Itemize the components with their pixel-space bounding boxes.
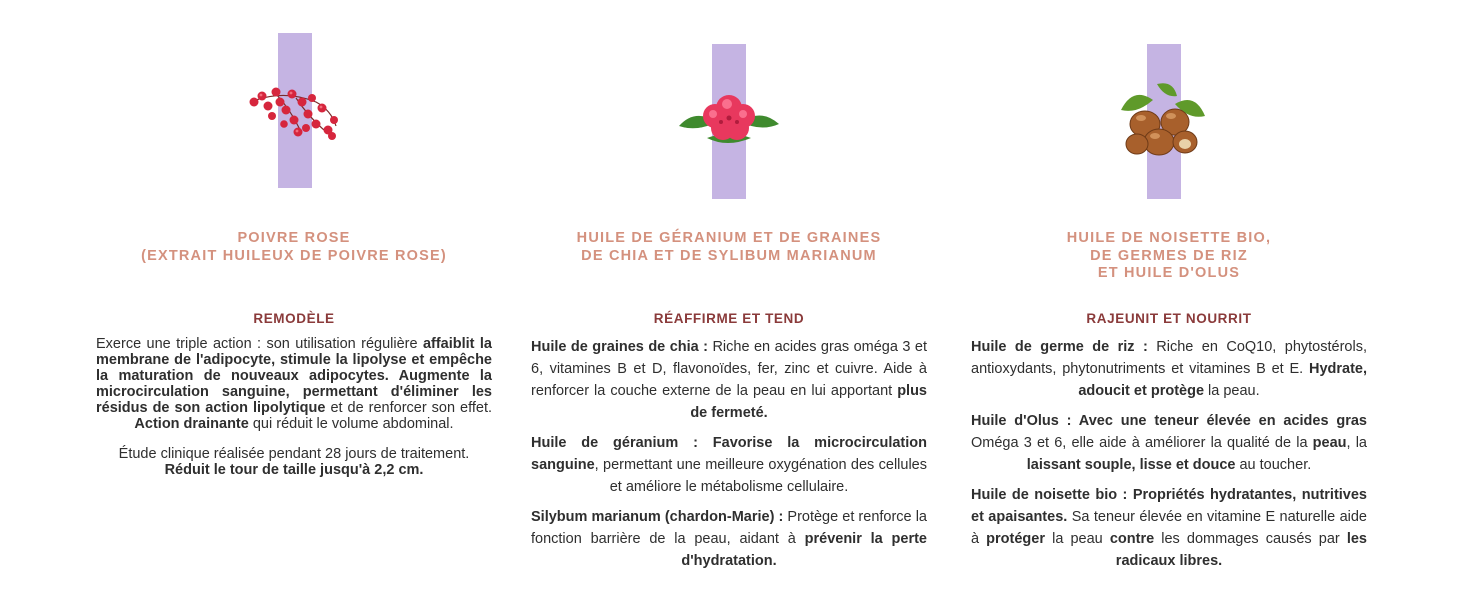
text-bold: contre — [1109, 531, 1155, 547]
ingredient-column-geranium — [531, 0, 927, 600]
ingredient-title — [971, 230, 1367, 283]
description-paragraph — [531, 506, 927, 572]
benefit-subtitle: RAJEUNIT ET NOURRIT — [1086, 311, 1252, 326]
description-paragraph — [531, 336, 927, 424]
text-bold: Huile de graines de chia : — [531, 339, 708, 355]
description — [96, 336, 492, 486]
ingredient-visual — [971, 0, 1367, 200]
description-paragraph — [96, 336, 492, 432]
text-bold: Action drainante — [134, 416, 249, 432]
text-bold: Hydrate, adoucit et protège — [1078, 361, 1367, 399]
text-bold: Huile de géranium : Favorise la microcirculation sanguine — [531, 435, 927, 473]
text-bold: peau — [1312, 435, 1347, 451]
study-note — [96, 446, 492, 478]
description-paragraph — [971, 410, 1367, 476]
description-paragraph — [971, 336, 1367, 402]
description-paragraph — [971, 484, 1367, 572]
text: Exerce une triple action : son utilisation régulière — [96, 336, 423, 352]
ingredient-title — [531, 230, 927, 265]
text-bold: affaiblit la membrane de l'adipocyte, stimule la lipolyse et empêche la maturation de nouveaux adipocytes. Augmente la microcirculation sanguine, permettant d'éliminer les résidus de son action lipolytique — [96, 336, 492, 416]
ingredient-column-pink-pepper — [96, 0, 492, 600]
text-bold: Huile d'Olus : Avec une teneur élevée en acides gras — [971, 413, 1367, 429]
benefit-subtitle: REMODÈLE — [253, 311, 335, 326]
ingredient-title-line: ET HUILE D'OLUS — [1097, 265, 1241, 281]
text-bold: Silybum marianum (chardon-Marie) : — [531, 509, 784, 525]
ingredient-title-line: HUILE DE NOISETTE BIO, — [1066, 230, 1272, 246]
description — [531, 336, 927, 580]
text: , permettant une meilleure oxygénation des cellules et améliore le métabolisme cellulaire. — [594, 457, 927, 495]
text: et de renforcer son effet. — [325, 400, 493, 416]
ingredient-column-hazelnut — [971, 0, 1367, 600]
description-paragraph — [531, 432, 927, 498]
text: Étude clinique réalisée pendant 28 jours de traitement. — [118, 446, 470, 462]
text: au toucher. — [1235, 457, 1312, 473]
ingredient-visual — [531, 0, 927, 200]
geranium-flower-icon — [677, 86, 781, 148]
ingredient-title-line: POIVRE ROSE — [237, 230, 351, 246]
text: Oméga 3 et 6, elle aide à améliorer la qualité de la — [971, 435, 1313, 451]
hazelnut-icon — [1117, 80, 1209, 164]
ingredient-title-line: (EXTRAIT HUILEUX DE POIVRE ROSE) — [141, 247, 447, 264]
text-bold: Huile de noisette bio : Propriétés hydratantes, nutritives et apaisantes. — [971, 487, 1367, 525]
text-bold: les radicaux libres. — [1115, 531, 1367, 569]
text-bold: plus de fermeté. — [690, 383, 927, 421]
text-bold: laissant souple, lisse et douce — [1026, 457, 1236, 473]
text: Sa teneur élevée en vitamine E naturelle aide à — [971, 509, 1367, 547]
ingredient-title-line: DE CHIA ET DE SYLIBUM MARIANUM — [581, 247, 877, 264]
text: la peau — [1045, 531, 1110, 547]
text-bold: prévenir la perte d'hydratation. — [681, 531, 927, 569]
text: la peau. — [1204, 383, 1260, 399]
text: , la — [1346, 435, 1367, 451]
benefit-subtitle: RÉAFFIRME ET TEND — [653, 311, 805, 326]
ingredient-title — [96, 230, 492, 265]
text: les dommages causés par — [1154, 531, 1347, 547]
pink-peppercorn-icon — [246, 80, 344, 142]
description — [971, 336, 1367, 580]
text: Riche en CoQ10, phytostérols, antioxydants, phytonutriments et vitamines B et E. — [971, 339, 1367, 377]
ingredient-title-line: DE GERMES DE RIZ — [1090, 247, 1248, 264]
ingredient-title-line: HUILE DE GÉRANIUM ET DE GRAINES — [576, 230, 882, 246]
ingredient-visual — [96, 0, 492, 200]
text: Protège et renforce la fonction barrière de la peau, aidant à — [531, 509, 927, 547]
text: qui réduit le volume abdominal. — [248, 416, 454, 432]
text-bold: Huile de germe de riz : — [971, 339, 1148, 355]
text: Riche en acides gras oméga 3 et 6, vitamines B et D, flavonoïdes, fer, zinc et cuivre. Aide à renforcer la couche externe de la peau en lui apportant — [531, 339, 928, 399]
text-bold: protéger — [986, 531, 1045, 547]
text-bold: Réduit le tour de taille jusqu'à 2,2 cm. — [164, 462, 424, 478]
